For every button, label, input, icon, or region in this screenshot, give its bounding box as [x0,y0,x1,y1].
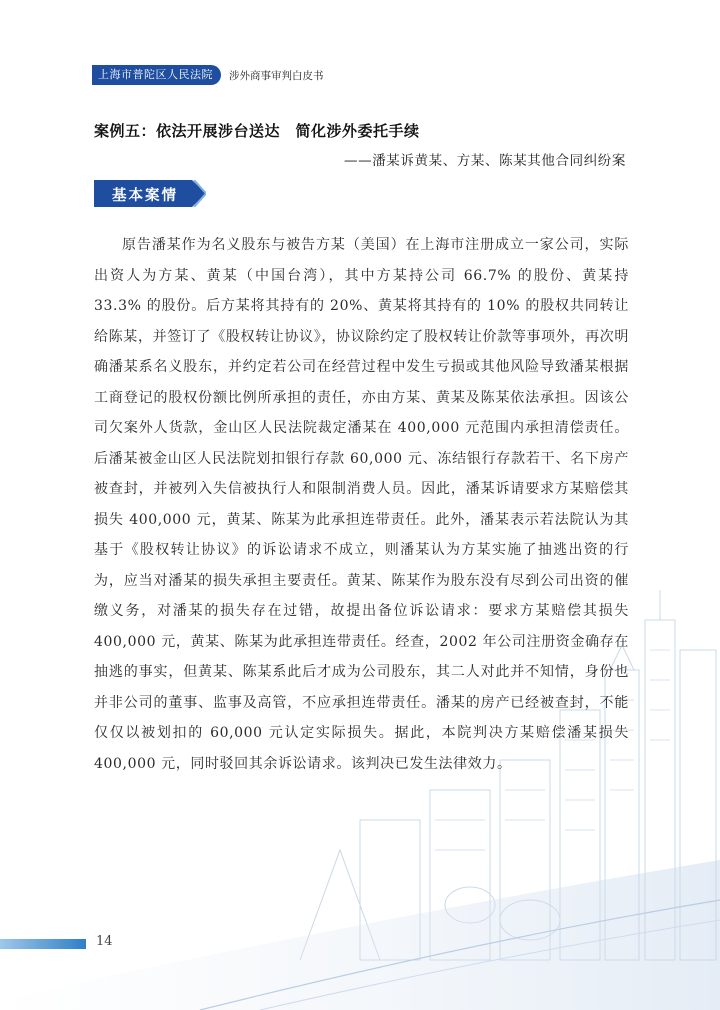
page-number-bar [0,939,86,949]
document-name: 涉外商事审判白皮书 [229,69,324,82]
case-title: 案例五：依法开展涉台送达 简化涉外委托手续 [94,122,420,140]
case-body-paragraph: 原告潘某作为名义股东与被告方某（美国）在上海市注册成立一家公司，实际出资人为方某、黄某（中国台湾），其中方某持公司 66.7% 的股份、黄某持 33.3% 的股份。后方某将其持有的 20%、黄某将其持有的 10% 的股权共同转让给陈某，并签订了《股权转让协议》，协议除约定了股权转让价款等事项外，再次明确潘某系名义股东，并约定若公司在经营过程中发生亏损或其他风险导致潘某根据工商登记的股权份额比例所承担的责任，亦由方某、黄某及陈某依法承担。因该公司欠案外人货款，金山区人民法院裁定潘某在 400,000 元范围内承担清偿责任。后潘某被金山区人民法院划扣银行存款 60,000 元、冻结银行存款若干、名下房产被查封，并被列入失信被执行人和限制消费人员。因此，潘某诉请要求方某赔偿其损失 400,000 元，黄某、陈某为此承担连带责任。此外，潘某表示若法院认为其基于《股权转让协议》的诉讼请求不成立，则潘某认为方某实施了抽逃出资的行为，应当对潘某的损失承担主要责任。黄某、陈某作为股东没有尽到公司出资的催缴义务，对潘某的损失存在过错，故提出备位诉讼请求：要求方某赔偿其损失 400,000 元，黄某、陈某为此承担连带责任。经查，2002 年公司注册资金确存在抽逃的事实，但黄某、陈某系此后才成为公司股东，其二人对此并不知情，身份也并非公司的董事、监事及高管，不应承担连带责任。潘某的房产已经被查封，不能仅仅以被划扣的 60,000 元认定实际损失。据此，本院判决方某赔偿潘某损失 400,000 元，同时驳回其余诉讼请求。该判决已发生法律效力。 [94,237,629,772]
court-name-badge: 上海市普陀区人民法院 [92,65,221,85]
section-tag [94,180,206,207]
page-number: 14 [96,934,113,949]
case-subtitle: ——潘某诉黄某、方某、陈某其他合同纠纷案 [344,153,626,169]
running-header [92,64,324,86]
section-heading: 基本案情 [112,187,178,204]
